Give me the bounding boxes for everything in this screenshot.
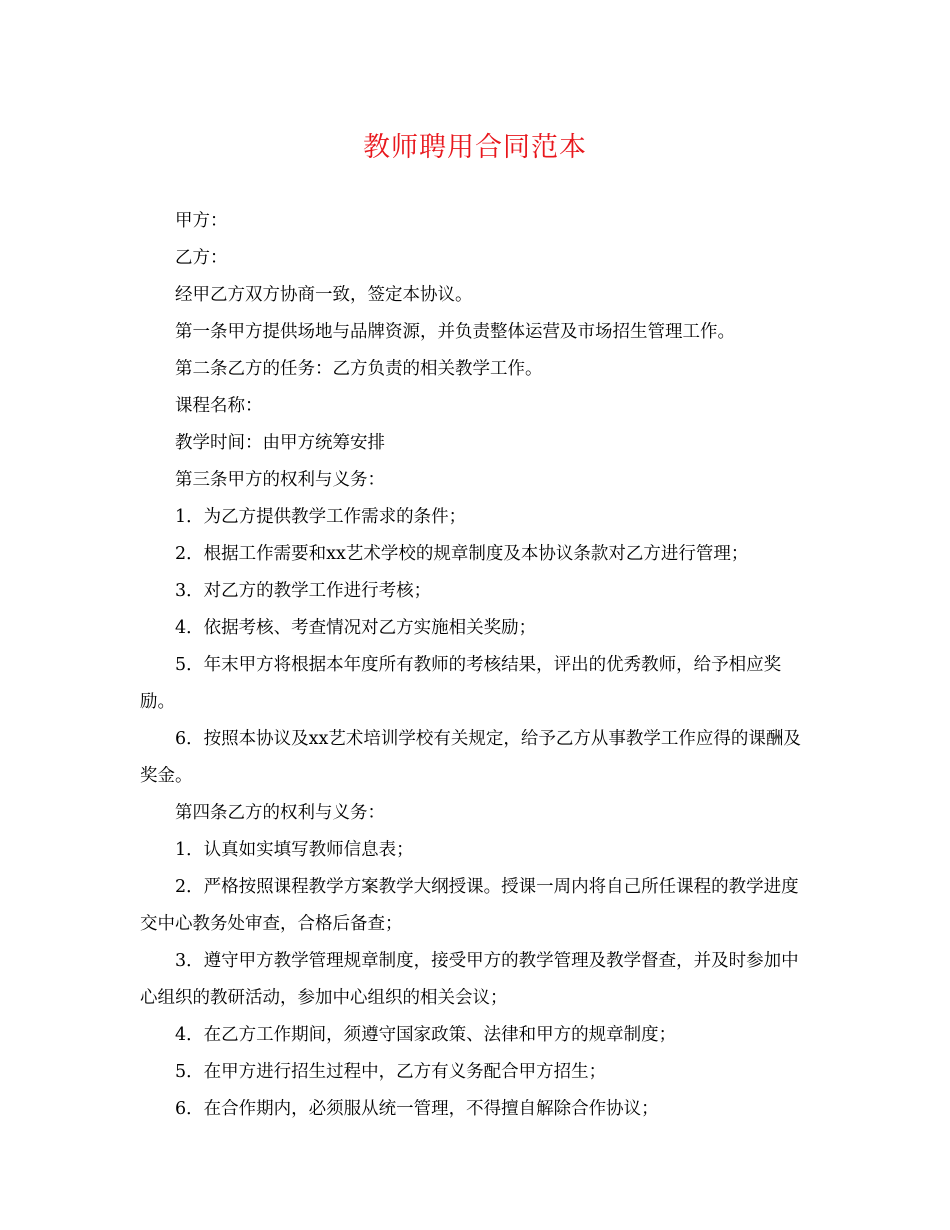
paragraph-article-2: 第二条乙方的任务：乙方负责的相关教学工作。 [175,359,543,379]
paragraph-article-3-item-4: 4．依据考核、考查情况对乙方实施相关奖励； [175,618,537,638]
paragraph-course-name: 课程名称： [175,396,263,416]
document-body [140,203,815,1128]
paragraph-article-3-item-3: 3．对乙方的教学工作进行考核； [175,581,432,601]
paragraph-article-3: 第三条甲方的权利与义务： [175,470,385,490]
paragraph-agreement: 经甲乙方双方协商一致，签定本协议。 [175,285,473,305]
paragraph-article-4: 第四条乙方的权利与义务： [175,803,385,823]
paragraph-article-4-item-6: 6．在合作期内，必须服从统一管理，不得擅自解除合作协议； [175,1099,659,1119]
paragraph-article-3-item-5: 5．年末甲方将根据本年度所有教师的考核结果，评出的优秀教师，给予相应奖励。 [140,655,782,712]
paragraph-article-4-item-2: 2．严格按照课程教学方案教学大纲授课。授课一周内将自己所任课程的教学进度交中心教务处审查，合格后备查； [140,877,799,934]
paragraph-party-a: 甲方： [175,211,228,231]
paragraph-article-4-item-4: 4．在乙方工作期间，须遵守国家政策、法律和甲方的规章制度； [175,1025,677,1045]
paragraph-article-3-item-1: 1．为乙方提供教学工作需求的条件； [175,507,467,527]
document-title: 教师聘用合同范本 [363,132,587,163]
paragraph-teaching-time: 教学时间：由甲方统筹安排 [175,433,385,453]
paragraph-article-4-item-1: 1．认真如实填写教师信息表； [175,840,414,860]
paragraph-article-4-item-5: 5．在甲方进行招生过程中，乙方有义务配合甲方招生； [175,1062,607,1082]
paragraph-article-3-item-6: 6．按照本协议及xx艺术培训学校有关规定，给予乙方从事教学工作应得的课酬及奖金。 [140,729,801,786]
paragraph-article-1: 第一条甲方提供场地与品牌资源，并负责整体运营及市场招生管理工作。 [175,322,735,342]
paragraph-article-4-item-3: 3．遵守甲方教学管理规章制度，接受甲方的教学管理及教学督查，并及时参加中心组织的教研活动，参加中心组织的相关会议； [140,951,799,1008]
paragraph-article-3-item-2: 2．根据工作需要和xx艺术学校的规章制度及本协议条款对乙方进行管理； [175,544,749,564]
paragraph-party-b: 乙方： [175,248,228,268]
